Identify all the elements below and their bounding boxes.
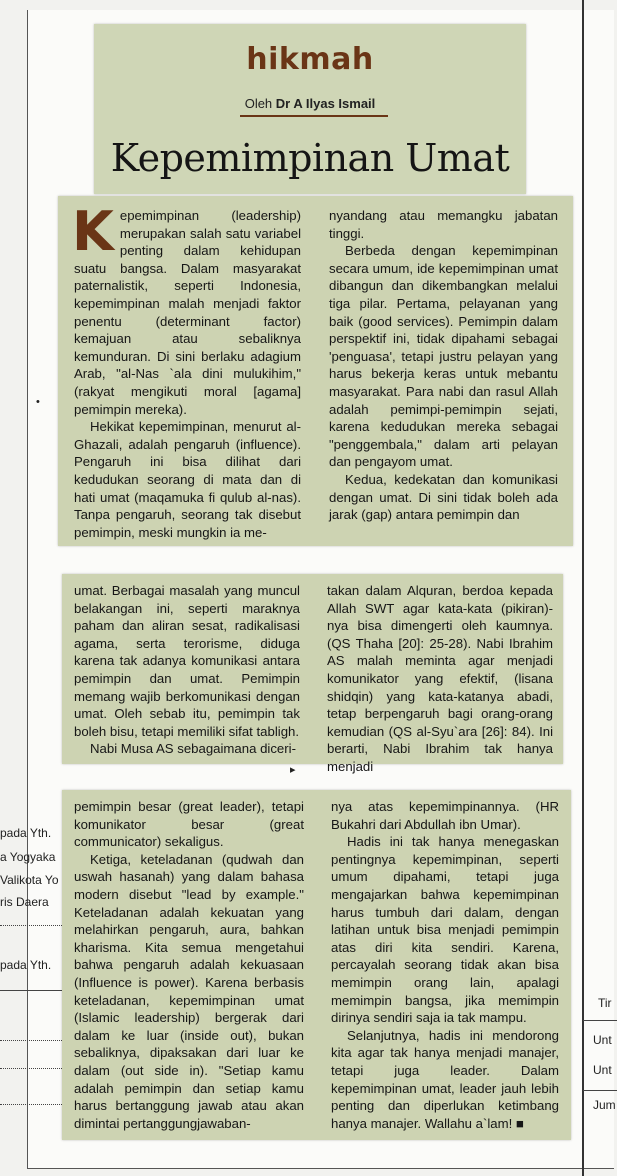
form-text: a Yogyaka (0, 850, 56, 864)
paragraph: umat. Berbagai masalah yang muncul belakangan ini, seperti maraknya paham dan aliran sesat, radikalisasi agama, serta terorisme, diduga karena tak adanya komunikasi antara pemimpin dan umat. Pemimpin memang wajib berkomunikasi dengan umat. Oleh sebab itu, pemimpin tak boleh bisu, tetapi memiliki sifat tabligh. (74, 583, 300, 739)
form-text: Tir (598, 996, 612, 1010)
form-text: Unt (593, 1063, 612, 1077)
article-clipping-1 (58, 196, 573, 546)
text-column-right (327, 582, 553, 776)
rubric-title: hikmah (246, 42, 374, 77)
text-column-right (331, 798, 559, 1132)
form-text: Unt (593, 1033, 612, 1047)
paragraph: Selanjutnya, hadis ini mendorong kita agar tak hanya menjadi manajer, tetapi juga leader. Dalam kepemimpinan umat, leader jauh lebih penting dan diperlukan ketimbang hanya manajer. Wallahu a`lam! ■ (331, 1027, 559, 1131)
scan-mark: ▸ (290, 764, 296, 776)
article-clipping-2 (62, 574, 563, 774)
paragraph: Hadis ini tak hanya menegaskan pentingnya kepemimpinan, seperti umum dipahami, tetapi juga mengajarkan bahwa kepemimpinan harus tumbuh dari dalam, dengan latihan untuk bisa menjadi pemimpin atas diri kita sendiri. Karena, percayalah seorang tidak akan bisa memimpin orang lain, apalagi memimpin bangsa, jika memimpin dirinya sendiri saja ia tak mampu. (331, 834, 559, 1026)
text-column-left (74, 798, 304, 1132)
form-dotted-line (0, 1104, 70, 1105)
form-text: Jum (593, 1098, 616, 1112)
form-dotted-line (0, 1040, 70, 1041)
form-rule (583, 1020, 617, 1021)
form-text: Valikota Yo (0, 873, 59, 887)
paragraph: Nabi Musa AS sebagaimana diceri- (90, 741, 296, 757)
paragraph: nya atas kepemimpinannya. (HR Bukahri dari Abdullah ibn Umar). (331, 799, 559, 832)
form-text: pada Yth. (0, 826, 52, 840)
text-column-left (72, 200, 301, 541)
form-dotted-line (0, 925, 70, 926)
paragraph: Berbeda dengan kepemimpinan secara umum, ide kepemimpinan umat dibangun dan dikembangkan melalui tiga pilar. Pertama, pelayanan yang baik (good services). Pemimpin dalam perspektif ini, tidak dipahami sebagai 'penguasa', tetapi justru pelayan yang harus bekerja keras untuk mebantu masyarakat. Para nabi dan rasul Allah adalah pemimpi-pemimpin sejati, karena kedudukan mereka sebagai "penggembala," dalam arti pelayan dan pengayom umat. (329, 243, 558, 470)
paragraph: epemimpinan (leadership) merupakan salah satu variabel penting dalam kehidupan suatu bangsa. Dalam masyarakat paternalistik, seperti Indonesia, kepemimpinan malah menjadi faktor penentu (determinant factor) kemajuan atau sebaliknya kemunduran. Di sini berlaku adagium Arab, "al-Nas `ala dini mulukihim," (rakyat mengikuti moral [agama] pemimpin mereka). (74, 208, 301, 417)
article-header-clipping (94, 24, 526, 194)
drop-cap: K (72, 200, 114, 263)
paragraph: nyandang atau memangku jabatan tinggi. (329, 208, 558, 241)
scan-mark: • (36, 396, 40, 408)
text-column-left (74, 582, 300, 758)
paragraph: Kedua, kedekatan dan komunikasi dengan umat. Di sini tidak boleh ada jarak (gap) antara pemimpin dan (329, 471, 558, 523)
article-title: Kepemimpinan Umat (110, 136, 510, 180)
author-name: Dr A Ilyas Ismail (275, 96, 376, 111)
article-clipping-3 (62, 790, 571, 1140)
form-rule (583, 1090, 617, 1091)
byline (94, 96, 526, 111)
form-dotted-line (0, 1068, 70, 1069)
paragraph: Ketiga, keteladanan (qudwah dan uswah hasanah) yang dalam bahasa modern disebut "lead by example." Keteladanan adalah kekuatan yang melahirkan pengaruh, aura, bahkan kharisma. Kita semua mengetahui bahwa pengaruh adalah kekuasaan (Influence is power). Karena berbasis keteladanan, kepemimpinan umat (Islamic leadership) bergerak dari dalam ke luar (inside out), bukan sebaliknya, dipaksakan dari luar ke dalam (out side in). "Setiap kamu adalah pemimpin dan setiap kamu harus bertanggung jawab atau akan dimintai pertanggungjawaban- (74, 851, 304, 1131)
text-column-right (329, 207, 558, 524)
byline-prefix: Oleh (244, 96, 273, 111)
form-text: pada Yth. (0, 958, 52, 972)
paragraph: takan dalam Alquran, berdoa kepada Allah SWT agar kata-kata (pikiran)-nya bisa dimengerti oleh kaumnya. (QS Thaha [20]: 25-28). Nabi Ibrahim AS malah meminta agar menjadi komunikator yang efektif, (lisana shidqin) yang kata-katanya abadi, tetap berpengaruh bagi orang-orang kemudian (QS al-Syu`ara [26]: 84). Ini berarti, Nabi Ibrahim tak hanya menjadi (327, 583, 553, 774)
paragraph: pemimpin besar (great leader), tetapi komunikator besar (great communicator) sekaligus. (74, 799, 304, 850)
paragraph: Hekikat kepemimpinan, menurut al-Ghazali, adalah pengaruh (influence). Pengaruh ini bisa dilihat dari kedudukan seorang di mata dan di hati umat (maqamuka fi qulub al-nas). Tanpa pengaruh, seorang tak disebut pemimpin, meski mungkin ia me- (74, 419, 301, 540)
form-vertical-rule (582, 0, 584, 1176)
form-text: ris Daera (0, 895, 49, 909)
byline-underline (240, 115, 388, 117)
